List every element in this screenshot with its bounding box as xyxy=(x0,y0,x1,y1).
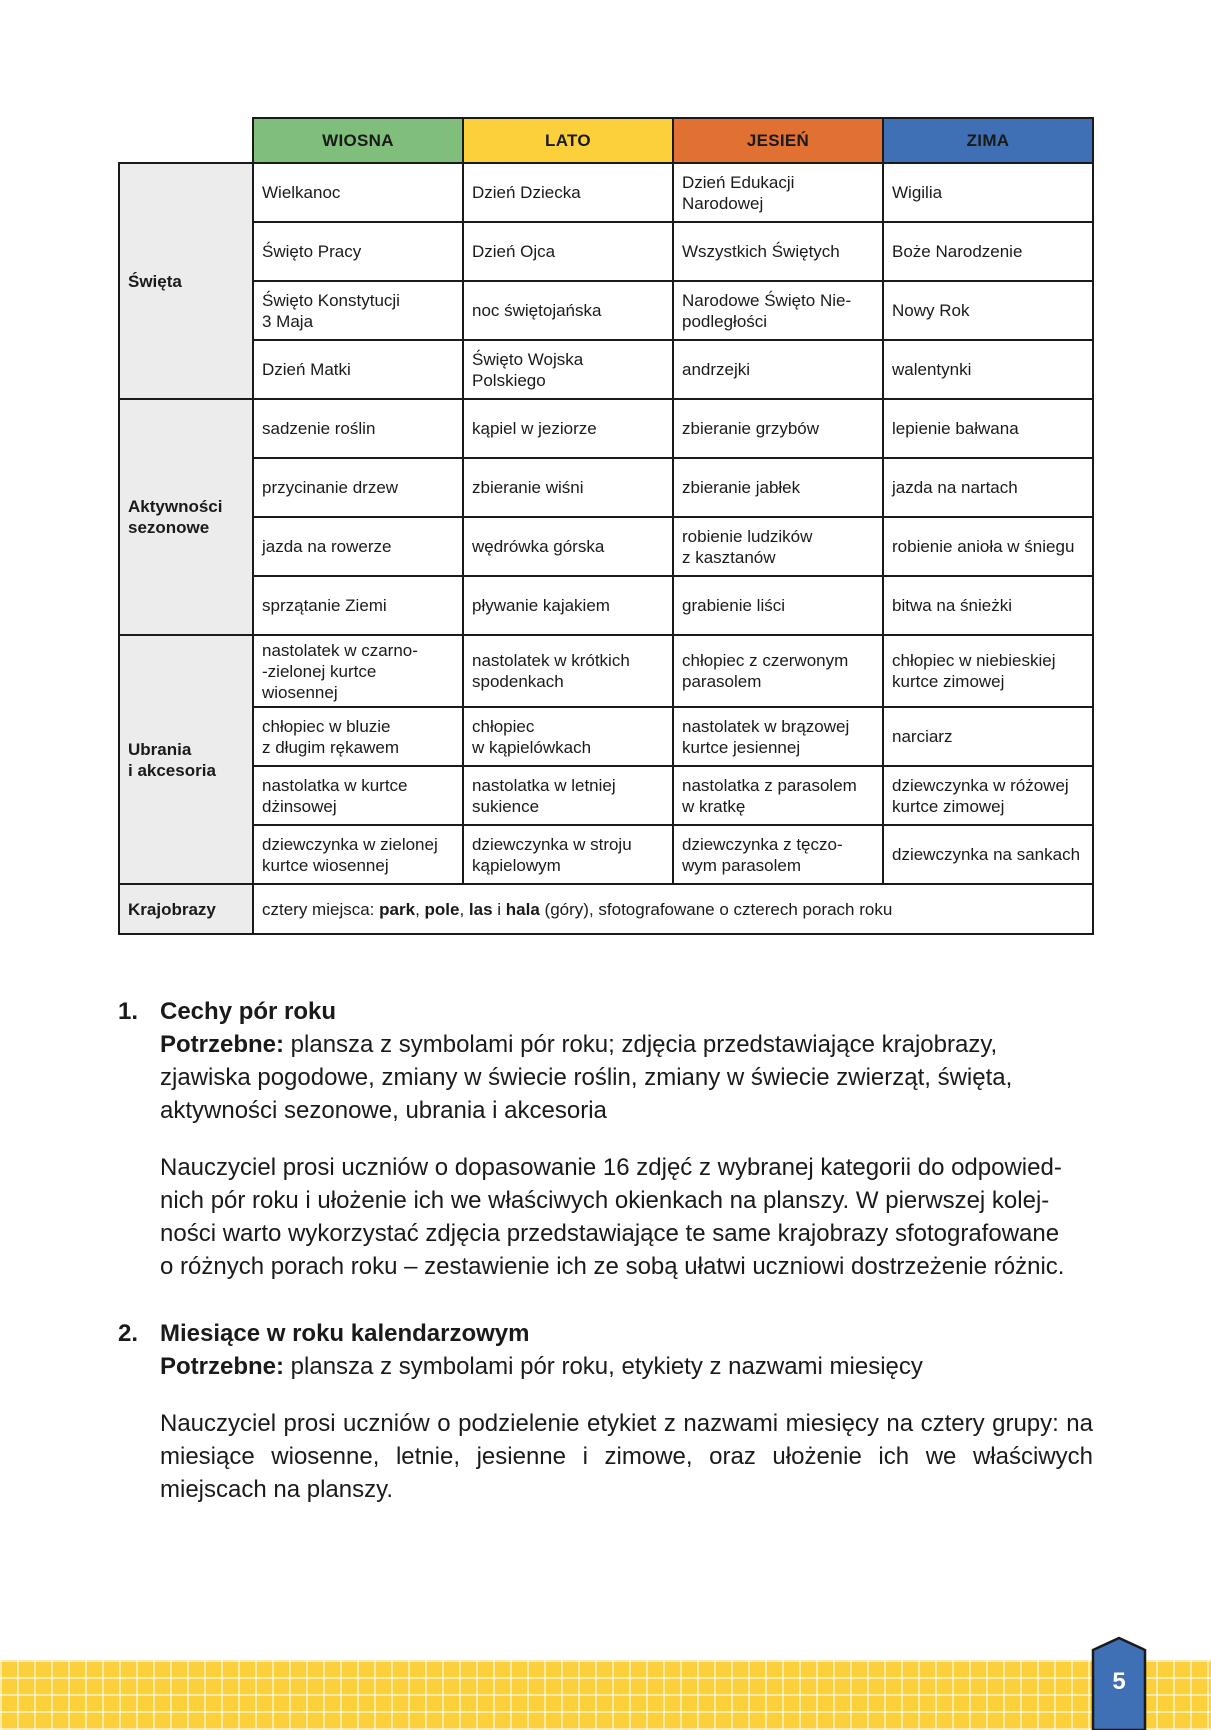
section-number: 2. xyxy=(118,1320,139,1347)
table-cell: chłopiec w niebieskiej kurtce zimowej xyxy=(883,635,1093,707)
season-header-wiosna: WIOSNA xyxy=(253,118,463,163)
category-ubrania: Ubrania i akcesoria xyxy=(119,635,253,884)
table-cell: grabienie liści xyxy=(673,576,883,635)
krajobrazy-park: park xyxy=(379,899,416,919)
category-krajobrazy: Krajobrazy xyxy=(119,884,253,934)
page-number: 5 xyxy=(1112,1668,1126,1695)
table-cell: andrzejki xyxy=(673,340,883,399)
table-cell: Nowy Rok xyxy=(883,281,1093,340)
table-cell: chłopiec w kąpielówkach xyxy=(463,707,673,766)
table-cell: Wielkanoc xyxy=(253,163,463,222)
table-cell: nastolatka w kurtce dżinsowej xyxy=(253,766,463,825)
table-cell: kąpiel w jeziorze xyxy=(463,399,673,458)
section-body xyxy=(160,995,1093,1283)
table-cell: Dzień Dziecka xyxy=(463,163,673,222)
table-cell: jazda na rowerze xyxy=(253,517,463,576)
table-cell: Boże Narodzenie xyxy=(883,222,1093,281)
section-title: Cechy pór roku xyxy=(160,998,337,1025)
table-cell: robienie ludzików z kasztanów xyxy=(673,517,883,576)
table-row xyxy=(119,884,1093,934)
table-cell: dziewczynka w stroju kąpielowym xyxy=(463,825,673,884)
table-cell: walentynki xyxy=(883,340,1093,399)
table-cell: zbieranie jabłek xyxy=(673,458,883,517)
season-header-zima: ZIMA xyxy=(883,118,1093,163)
section-body xyxy=(160,1317,1093,1506)
table-cell: jazda na nartach xyxy=(883,458,1093,517)
table-cell: nastolatka w letniej sukience xyxy=(463,766,673,825)
requirements-label: Potrzebne: xyxy=(160,1353,285,1380)
footer-grid-band xyxy=(0,1660,1211,1730)
table-cell: zbieranie grzybów xyxy=(673,399,883,458)
table-cell: nastolatek w krótkich spodenkach xyxy=(463,635,673,707)
table-cell: chłopiec z czerwonym parasolem xyxy=(673,635,883,707)
table-cell: robienie anioła w śniegu xyxy=(883,517,1093,576)
table-row xyxy=(119,576,1093,635)
seasons-table xyxy=(118,117,1094,935)
table-row xyxy=(119,340,1093,399)
season-header-lato: LATO xyxy=(463,118,673,163)
krajobrazy-las: las xyxy=(468,899,493,919)
krajobrazy-and: i xyxy=(492,899,506,919)
season-header-row xyxy=(119,118,1093,163)
krajobrazy-suffix: (góry), sfotografowane o czterech porach roku xyxy=(539,899,893,919)
table-cell: pływanie kajakiem xyxy=(463,576,673,635)
table-cell: nastolatek w czarno- -zielonej kurtce wiosennej xyxy=(253,635,463,707)
section-number: 1. xyxy=(118,998,139,1025)
table-cell: sadzenie roślin xyxy=(253,399,463,458)
table-cell: Dzień Edukacji Narodowej xyxy=(673,163,883,222)
table-cell: dziewczynka z tęczo- wym parasolem xyxy=(673,825,883,884)
table-row xyxy=(119,517,1093,576)
table-cell: dziewczynka na sankach xyxy=(883,825,1093,884)
table-row xyxy=(119,163,1093,222)
requirements-text: plansza z symbolami pór roku, etykiety z nazwami miesięcy xyxy=(284,1353,923,1380)
section-1 xyxy=(118,995,1093,1283)
table-cell: noc świętojańska xyxy=(463,281,673,340)
table-cell: dziewczynka w zielonej kurtce wiosennej xyxy=(253,825,463,884)
section-2 xyxy=(118,1317,1093,1506)
krajobrazy-sep1: , xyxy=(415,899,425,919)
section-requirements xyxy=(160,1028,1093,1127)
section-paragraph: Nauczyciel prosi uczniów o dopasowanie 16 zdjęć z wybranej kategorii do odpowied- nich pór roku i ułożenie ich we właściwych okienkach na planszy. W pierwszej kolej- ności warto wykorzystać zdjęcia przedstawiające te same krajobrazy sfotografowane o różnych porach roku – zestawienie ich ze sobą ułatwi uczniowi dostrzeżenie różnic. xyxy=(160,1154,1065,1280)
table-cell: Święto Pracy xyxy=(253,222,463,281)
section-paragraph: Nauczyciel prosi uczniów o podzielenie etykiet z nazwami miesięcy na cztery grupy: na miesiące wiosenne, letnie, jesienne i zimowe, oraz ułożenie ich we właściwych miejscach na planszy. xyxy=(160,1410,1093,1503)
table-cell: nastolatka z parasolem w kratkę xyxy=(673,766,883,825)
header-corner xyxy=(119,118,253,163)
table-cell: Święto Wojska Polskiego xyxy=(463,340,673,399)
table-cell: nastolatek w brązowej kurtce jesiennej xyxy=(673,707,883,766)
table-cell: narciarz xyxy=(883,707,1093,766)
table-cell: dziewczynka w różowej kurtce zimowej xyxy=(883,766,1093,825)
table-cell: sprzątanie Ziemi xyxy=(253,576,463,635)
category-aktywnosci: Aktywności sezonowe xyxy=(119,399,253,635)
table-row xyxy=(119,707,1093,766)
table-cell: Narodowe Święto Nie- podległości xyxy=(673,281,883,340)
table-row xyxy=(119,399,1093,458)
table-cell: Wigilia xyxy=(883,163,1093,222)
requirements-text: plansza z symbolami pór roku; zdjęcia przedstawiające krajobrazy, zjawiska pogodowe, zmiany w świecie roślin, zmiany w świecie zwierząt, święta, aktywności sezonowe, ubrania i akcesoria xyxy=(160,1031,1013,1124)
table-row xyxy=(119,222,1093,281)
krajobrazy-cell xyxy=(253,884,1093,934)
krajobrazy-sep2: , xyxy=(459,899,469,919)
table-row xyxy=(119,458,1093,517)
category-swieta: Święta xyxy=(119,163,253,399)
section-requirements xyxy=(160,1350,1093,1383)
table-cell: Dzień Matki xyxy=(253,340,463,399)
krajobrazy-pole: pole xyxy=(424,899,460,919)
table-row xyxy=(119,766,1093,825)
table-cell: Wszystkich Świętych xyxy=(673,222,883,281)
table-row xyxy=(119,825,1093,884)
table-cell: wędrówka górska xyxy=(463,517,673,576)
section-title: Miesiące w roku kalendarzowym xyxy=(160,1320,530,1347)
table-cell: Dzień Ojca xyxy=(463,222,673,281)
table-row xyxy=(119,281,1093,340)
table-row xyxy=(119,635,1093,707)
table-cell: lepienie bałwana xyxy=(883,399,1093,458)
season-header-jesien: JESIEŃ xyxy=(673,118,883,163)
requirements-label: Potrzebne: xyxy=(160,1031,285,1058)
table-cell: zbieranie wiśni xyxy=(463,458,673,517)
table-cell: chłopiec w bluzie z długim rękawem xyxy=(253,707,463,766)
krajobrazy-hala: hala xyxy=(505,899,540,919)
table-cell: Święto Konstytucji 3 Maja xyxy=(253,281,463,340)
table-cell: przycinanie drzew xyxy=(253,458,463,517)
table-cell: bitwa na śnieżki xyxy=(883,576,1093,635)
krajobrazy-prefix: cztery miejsca: xyxy=(262,899,380,919)
